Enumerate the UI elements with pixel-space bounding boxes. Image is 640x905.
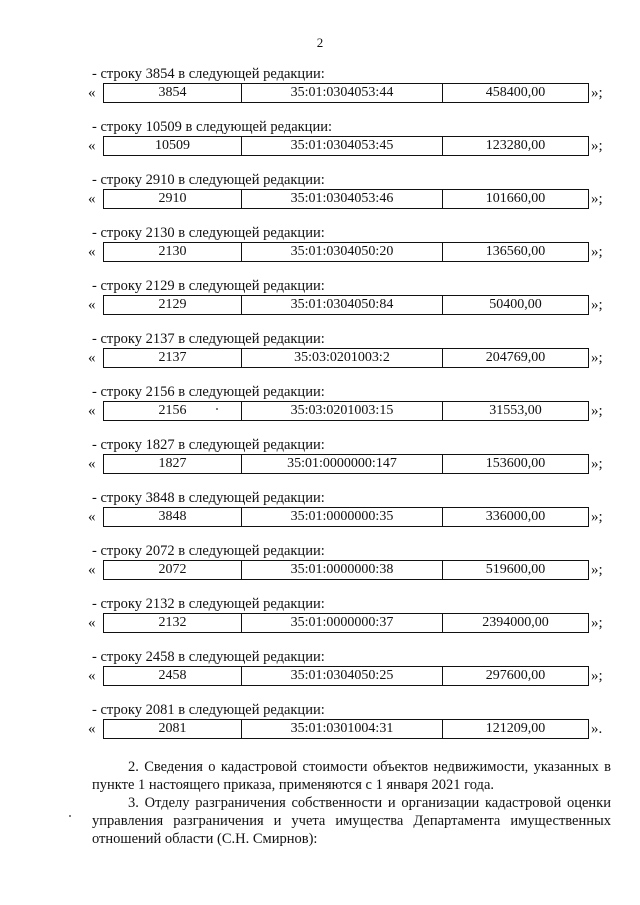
amendment-entry bbox=[0, 702, 640, 755]
row-number-cell: 2081 bbox=[104, 720, 242, 739]
amendment-list bbox=[0, 66, 640, 755]
entry-table bbox=[103, 83, 589, 103]
entry-caption: - строку 10509 в следующей редакции: bbox=[92, 119, 332, 135]
amendment-entry bbox=[0, 225, 640, 278]
amendment-entry bbox=[0, 490, 640, 543]
closing-quote: »; bbox=[591, 509, 603, 525]
cadastral-number-cell: 35:03:0201003:2 bbox=[242, 349, 443, 368]
entry-table bbox=[103, 401, 589, 421]
entry-caption: - строку 3848 в следующей редакции: bbox=[92, 490, 325, 506]
entry-table bbox=[103, 348, 589, 368]
row-number-cell: 3854 bbox=[104, 84, 242, 103]
table-row bbox=[104, 296, 589, 315]
opening-quote: « bbox=[88, 85, 96, 101]
cadastral-value-cell: 2394000,00 bbox=[443, 614, 589, 633]
entry-table bbox=[103, 242, 589, 262]
entry-table bbox=[103, 295, 589, 315]
table-row bbox=[104, 667, 589, 686]
opening-quote: « bbox=[88, 138, 96, 154]
entry-row bbox=[0, 560, 640, 580]
opening-quote: « bbox=[88, 562, 96, 578]
amendment-entry bbox=[0, 331, 640, 384]
entry-row bbox=[0, 83, 640, 103]
cadastral-number-cell: 35:01:0304050:84 bbox=[242, 296, 443, 315]
closing-quote: »; bbox=[591, 615, 603, 631]
opening-quote: « bbox=[88, 350, 96, 366]
entry-caption: - строку 2072 в следующей редакции: bbox=[92, 543, 325, 559]
entry-row bbox=[0, 136, 640, 156]
cadastral-value-cell: 153600,00 bbox=[443, 455, 589, 474]
row-number-cell: 2458 bbox=[104, 667, 242, 686]
row-number-cell: 2129 bbox=[104, 296, 242, 315]
cadastral-number-cell: 35:01:0000000:37 bbox=[242, 614, 443, 633]
entry-row bbox=[0, 613, 640, 633]
entry-caption: - строку 2132 в следующей редакции: bbox=[92, 596, 325, 612]
closing-quote: »; bbox=[591, 244, 603, 260]
entry-row bbox=[0, 348, 640, 368]
cadastral-value-cell: 458400,00 bbox=[443, 84, 589, 103]
paragraph-3 bbox=[92, 794, 611, 848]
closing-quote: »; bbox=[591, 668, 603, 684]
cadastral-value-cell: 204769,00 bbox=[443, 349, 589, 368]
amendment-entry bbox=[0, 543, 640, 596]
closing-quote: »; bbox=[591, 85, 603, 101]
closing-quote: »; bbox=[591, 350, 603, 366]
row-number-cell: 2132 bbox=[104, 614, 242, 633]
opening-quote: « bbox=[88, 456, 96, 472]
cadastral-value-cell: 519600,00 bbox=[443, 561, 589, 580]
amendment-entry bbox=[0, 278, 640, 331]
table-row bbox=[104, 508, 589, 527]
closing-quote: »; bbox=[591, 562, 603, 578]
table-row bbox=[104, 720, 589, 739]
amendment-entry bbox=[0, 437, 640, 490]
amendment-entry bbox=[0, 172, 640, 225]
entry-row bbox=[0, 295, 640, 315]
closing-quote: »; bbox=[591, 403, 603, 419]
entry-table bbox=[103, 719, 589, 739]
table-row bbox=[104, 349, 589, 368]
entry-table bbox=[103, 613, 589, 633]
opening-quote: « bbox=[88, 721, 96, 737]
amendment-entry bbox=[0, 119, 640, 172]
table-row bbox=[104, 137, 589, 156]
entry-row bbox=[0, 666, 640, 686]
cadastral-value-cell: 336000,00 bbox=[443, 508, 589, 527]
entry-caption: - строку 1827 в следующей редакции: bbox=[92, 437, 325, 453]
entry-table bbox=[103, 189, 589, 209]
cadastral-value-cell: 297600,00 bbox=[443, 667, 589, 686]
cadastral-value-cell: 136560,00 bbox=[443, 243, 589, 262]
row-number-cell: 2156 bbox=[104, 402, 242, 421]
entry-caption: - строку 2081 в следующей редакции: bbox=[92, 702, 325, 718]
entry-row bbox=[0, 242, 640, 262]
cadastral-number-cell: 35:01:0000000:38 bbox=[242, 561, 443, 580]
opening-quote: « bbox=[88, 191, 96, 207]
amendment-entry bbox=[0, 66, 640, 119]
table-row bbox=[104, 190, 589, 209]
cadastral-number-cell: 35:01:0304053:46 bbox=[242, 190, 443, 209]
amendment-entry bbox=[0, 596, 640, 649]
row-number-cell: 10509 bbox=[104, 137, 242, 156]
closing-quote: »; bbox=[591, 297, 603, 313]
cadastral-value-cell: 123280,00 bbox=[443, 137, 589, 156]
closing-quote: »; bbox=[591, 191, 603, 207]
paragraph-3-text: 3. Отделу разграничения собственности и организации кадастровой оценки управления разграничения и учета имущества Департамента имущественных отношений области (С.Н. Смирнов): bbox=[92, 795, 611, 847]
entry-caption: - строку 3854 в следующей редакции: bbox=[92, 66, 325, 82]
paragraph-2-text: 2. Сведения о кадастровой стоимости объектов недвижимости, указанных в пункте 1 настоящего приказа, применяются с 1 января 2021 года. bbox=[92, 759, 611, 793]
entry-caption: - строку 2129 в следующей редакции: bbox=[92, 278, 325, 294]
entry-table bbox=[103, 454, 589, 474]
cadastral-number-cell: 35:01:0301004:31 bbox=[242, 720, 443, 739]
cadastral-number-cell: 35:01:0304050:25 bbox=[242, 667, 443, 686]
row-number-cell: 1827 bbox=[104, 455, 242, 474]
cadastral-number-cell: 35:03:0201003:15 bbox=[242, 402, 443, 421]
paragraph-2 bbox=[92, 758, 611, 794]
scan-speck bbox=[69, 815, 71, 817]
table-row bbox=[104, 243, 589, 262]
row-number-cell: 2130 bbox=[104, 243, 242, 262]
entry-table bbox=[103, 136, 589, 156]
opening-quote: « bbox=[88, 297, 96, 313]
entry-table bbox=[103, 560, 589, 580]
table-row bbox=[104, 614, 589, 633]
cadastral-value-cell: 50400,00 bbox=[443, 296, 589, 315]
opening-quote: « bbox=[88, 668, 96, 684]
entry-caption: - строку 2156 в следующей редакции: bbox=[92, 384, 325, 400]
table-row bbox=[104, 455, 589, 474]
entry-row bbox=[0, 401, 640, 421]
entry-caption: - строку 2910 в следующей редакции: bbox=[92, 172, 325, 188]
table-row bbox=[104, 84, 589, 103]
opening-quote: « bbox=[88, 403, 96, 419]
entry-row bbox=[0, 454, 640, 474]
cadastral-number-cell: 35:01:0000000:147 bbox=[242, 455, 443, 474]
row-number-cell: 2910 bbox=[104, 190, 242, 209]
cadastral-value-cell: 31553,00 bbox=[443, 402, 589, 421]
cadastral-number-cell: 35:01:0304053:45 bbox=[242, 137, 443, 156]
closing-quote: »; bbox=[591, 456, 603, 472]
opening-quote: « bbox=[88, 615, 96, 631]
opening-quote: « bbox=[88, 509, 96, 525]
closing-quote: ». bbox=[591, 721, 603, 737]
row-number-cell: 3848 bbox=[104, 508, 242, 527]
closing-quote: »; bbox=[591, 138, 603, 154]
table-row bbox=[104, 402, 589, 421]
entry-table bbox=[103, 666, 589, 686]
opening-quote: « bbox=[88, 244, 96, 260]
table-row bbox=[104, 561, 589, 580]
entry-caption: - строку 2130 в следующей редакции: bbox=[92, 225, 325, 241]
entry-caption: - строку 2137 в следующей редакции: bbox=[92, 331, 325, 347]
cadastral-number-cell: 35:01:0304050:20 bbox=[242, 243, 443, 262]
cadastral-number-cell: 35:01:0000000:35 bbox=[242, 508, 443, 527]
entry-row bbox=[0, 189, 640, 209]
entry-row bbox=[0, 719, 640, 739]
cadastral-value-cell: 121209,00 bbox=[443, 720, 589, 739]
page-number: 2 bbox=[316, 35, 324, 50]
amendment-entry bbox=[0, 384, 640, 437]
row-number-cell: 2137 bbox=[104, 349, 242, 368]
entry-caption: - строку 2458 в следующей редакции: bbox=[92, 649, 325, 665]
cadastral-number-cell: 35:01:0304053:44 bbox=[242, 84, 443, 103]
row-number-cell: 2072 bbox=[104, 561, 242, 580]
amendment-entry bbox=[0, 649, 640, 702]
cadastral-value-cell: 101660,00 bbox=[443, 190, 589, 209]
entry-table bbox=[103, 507, 589, 527]
scan-speck bbox=[216, 408, 218, 410]
entry-row bbox=[0, 507, 640, 527]
